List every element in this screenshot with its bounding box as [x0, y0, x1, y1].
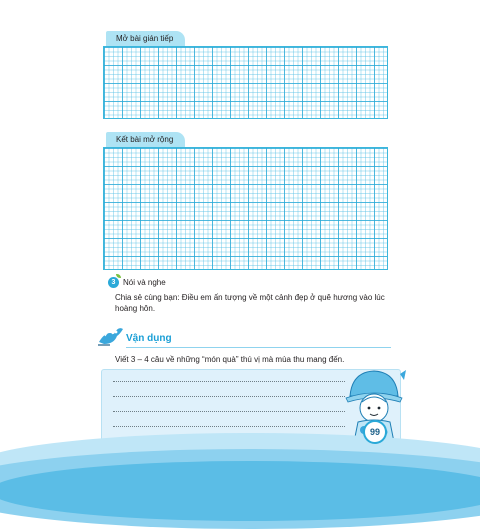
- section-title-mo-bai: Mở bài gián tiếp: [106, 31, 185, 46]
- page-number: 99: [363, 420, 387, 444]
- application-instruction: Viết 3 – 4 câu về những “món quà” thú vị mà mùa thu mang đến.: [115, 355, 345, 364]
- writing-grid-mo-bai[interactable]: [103, 46, 388, 119]
- activity-instruction-line1: Chia sẻ cùng bạn: Điều em ấn tượng về một cảnh đẹp ở quê hương vào lúc: [115, 293, 385, 302]
- answer-line[interactable]: [113, 411, 345, 412]
- bird-mascot-icon: [96, 320, 126, 348]
- answer-line[interactable]: [113, 381, 345, 382]
- activity-number-badge: 3: [108, 277, 119, 288]
- answer-line[interactable]: [113, 426, 345, 427]
- wave-decoration: [0, 461, 480, 521]
- title-underline: [126, 347, 391, 348]
- application-title: Vận dụng: [126, 333, 172, 344]
- activity-title: Nói và nghe: [123, 278, 166, 287]
- section-title-ket-bai: Kết bài mở rộng: [106, 132, 185, 147]
- answer-line[interactable]: [113, 396, 345, 397]
- writing-grid-ket-bai[interactable]: [103, 147, 388, 270]
- activity-instruction-line2: hoàng hôn.: [115, 304, 156, 313]
